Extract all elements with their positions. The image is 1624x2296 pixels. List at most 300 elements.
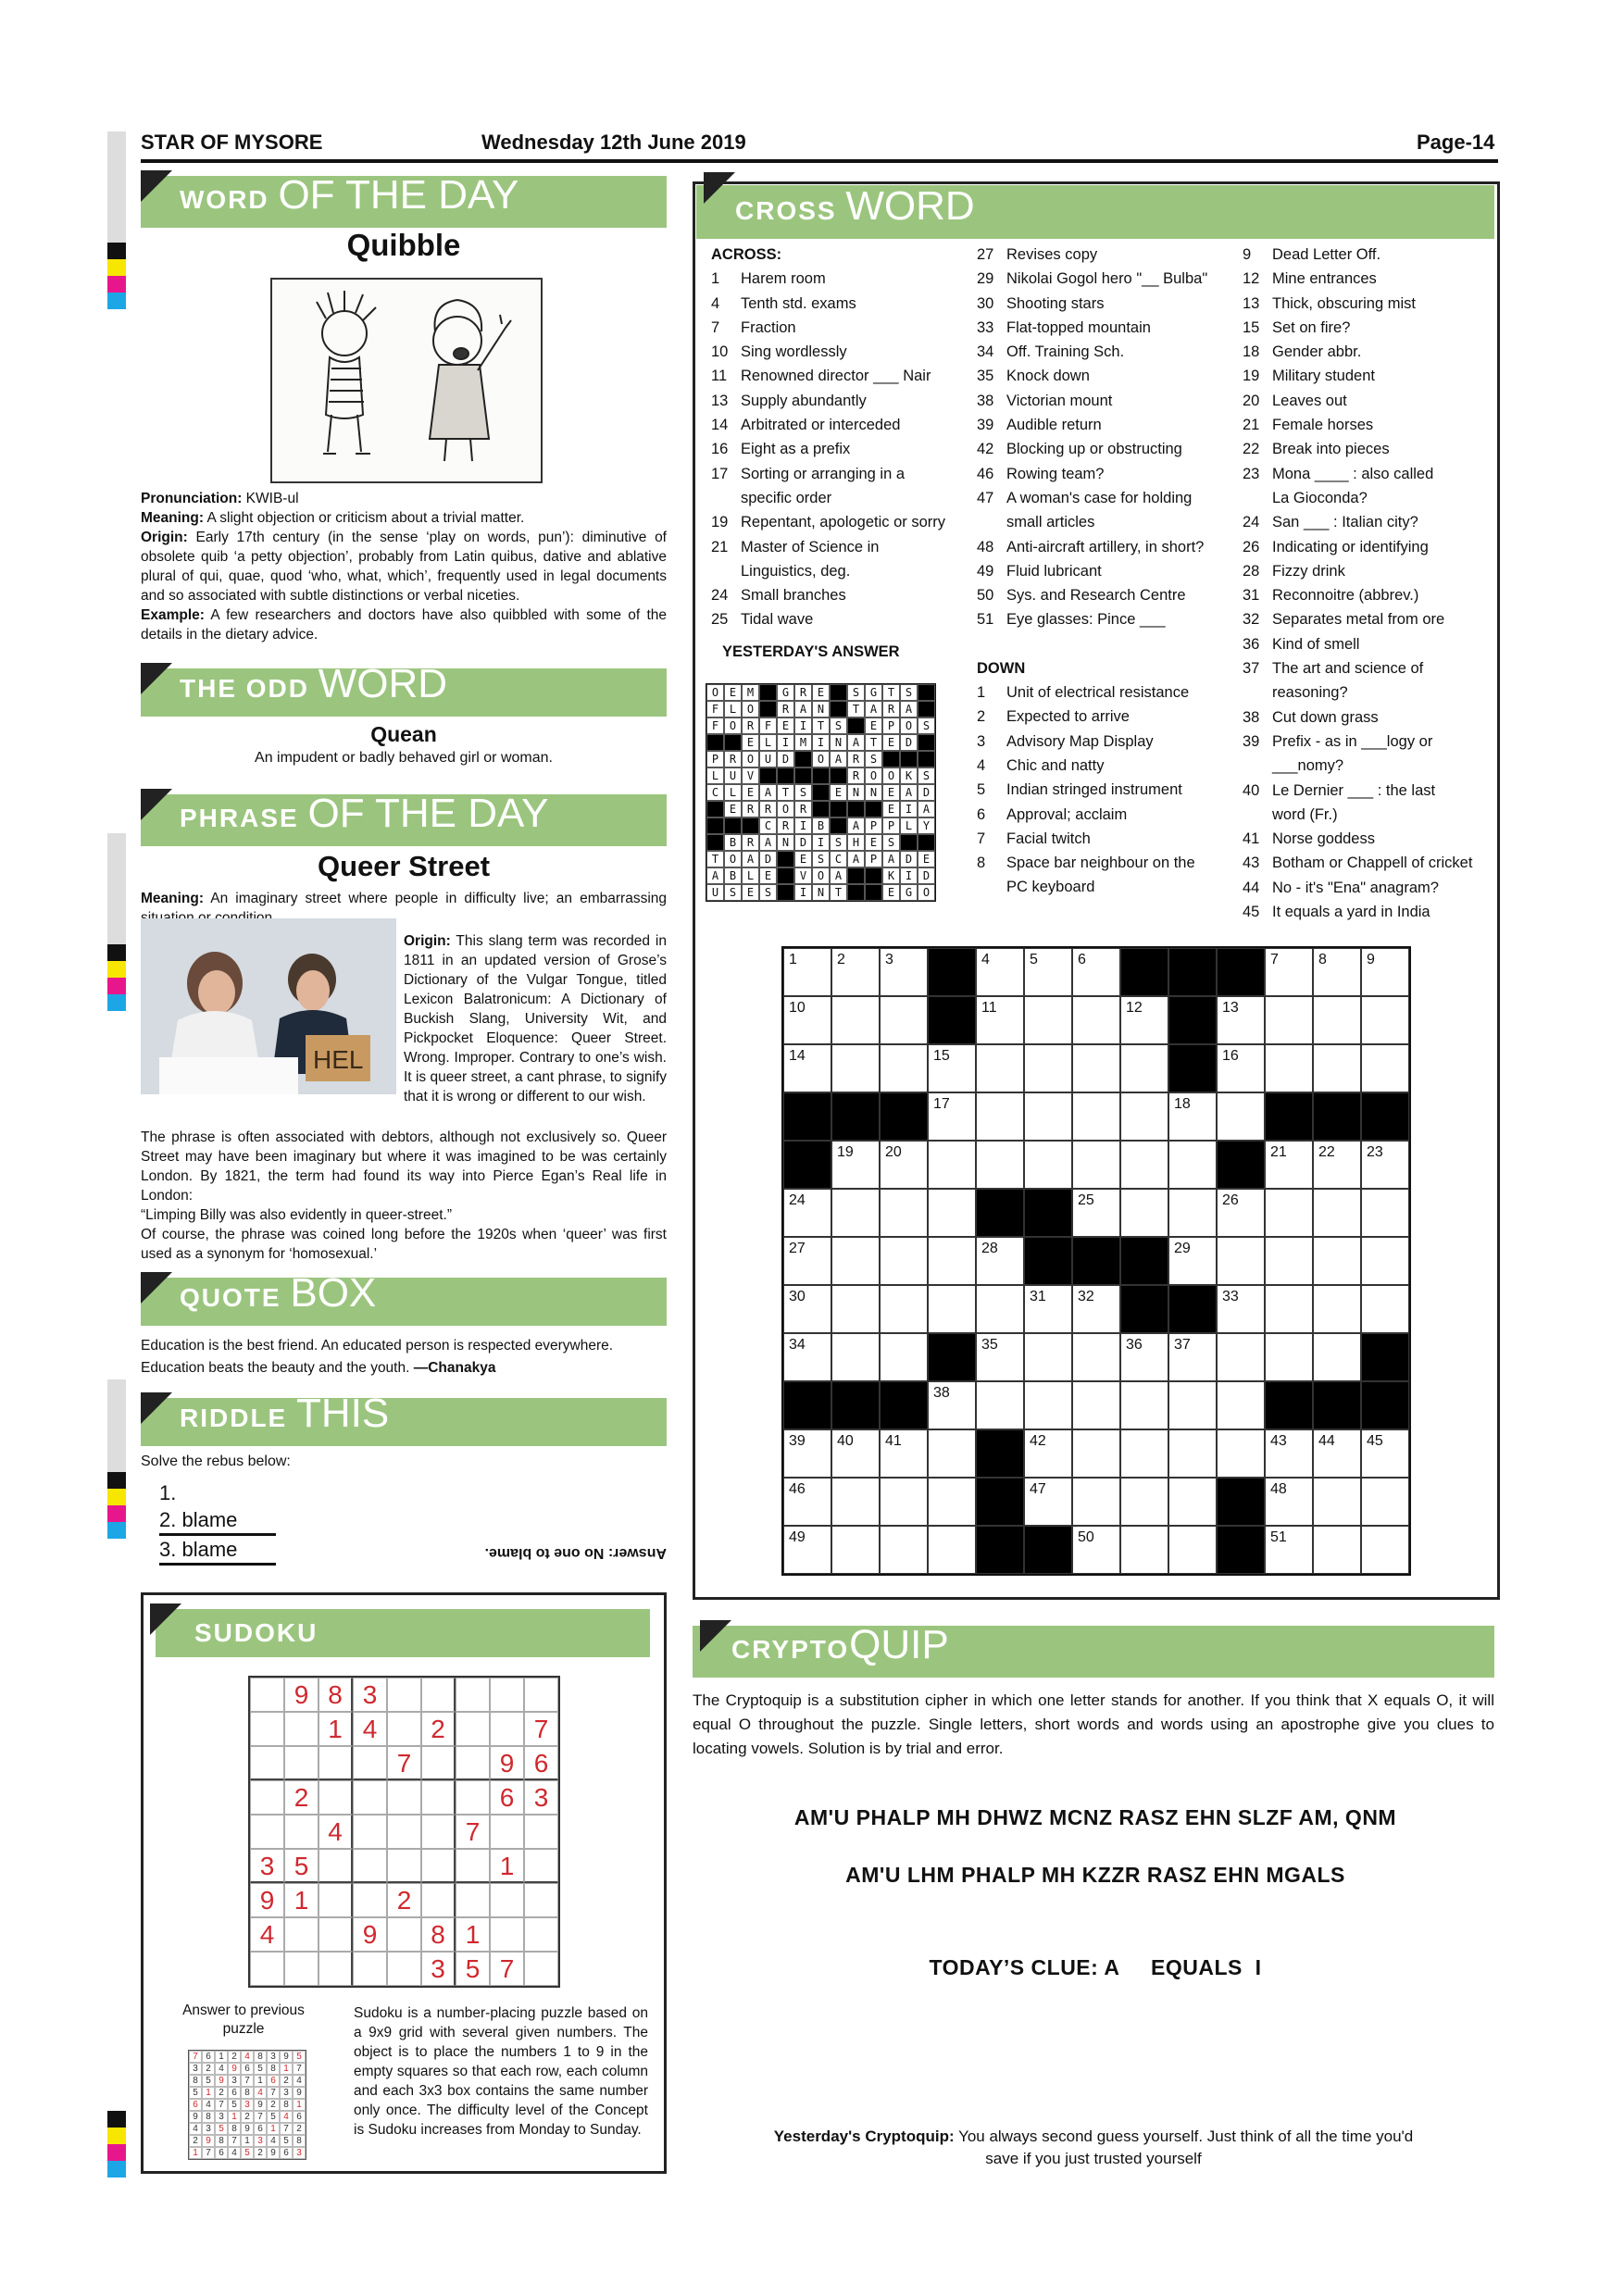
clue-text: Linguistics, deg. bbox=[741, 562, 851, 580]
crossword-cell[interactable] bbox=[928, 1092, 976, 1141]
crossword-clue bbox=[977, 243, 1222, 267]
crossword-cell[interactable] bbox=[1072, 1189, 1120, 1237]
clue-text: Renowned director ___ Nair bbox=[741, 368, 931, 385]
crossword-cell[interactable] bbox=[1265, 1333, 1313, 1381]
crossword-cell[interactable] bbox=[880, 1478, 928, 1526]
crossword-clue bbox=[977, 827, 1222, 851]
crossword-cell[interactable] bbox=[928, 1141, 976, 1189]
crossword-cell[interactable] bbox=[1120, 1189, 1168, 1237]
crossword-cell[interactable] bbox=[1120, 1333, 1168, 1381]
sudoku-cell[interactable] bbox=[490, 1712, 524, 1746]
crossword-cell[interactable] bbox=[1361, 1478, 1409, 1526]
crossword-cell[interactable] bbox=[1120, 1381, 1168, 1429]
crossword-cell[interactable] bbox=[880, 1141, 928, 1189]
mini-letter-cell: I bbox=[777, 734, 794, 751]
cell-number: 21 bbox=[1270, 1144, 1287, 1160]
crossword-cell[interactable] bbox=[976, 1044, 1024, 1092]
crossword-cell[interactable] bbox=[1265, 948, 1313, 996]
crossword-cell[interactable] bbox=[1168, 1429, 1217, 1478]
sudoku-cell[interactable] bbox=[524, 1883, 558, 1917]
crossword-cell[interactable] bbox=[783, 1189, 831, 1237]
crossword-cell[interactable] bbox=[1361, 1189, 1409, 1237]
cell-number: 45 bbox=[1367, 1433, 1383, 1449]
clue-text: Mona ____ : also called bbox=[1272, 465, 1434, 482]
crossword-cell[interactable] bbox=[1361, 948, 1409, 996]
sudoku-cell[interactable]: 1 bbox=[284, 1883, 319, 1917]
sudoku-cell[interactable]: 3 bbox=[250, 1849, 284, 1883]
crossword-cell[interactable] bbox=[880, 1044, 928, 1092]
crossword-cell[interactable] bbox=[976, 1333, 1024, 1381]
sudoku-cell[interactable] bbox=[456, 1780, 490, 1815]
crossword-cell[interactable] bbox=[976, 1092, 1024, 1141]
crossword-cell[interactable] bbox=[1120, 1141, 1168, 1189]
sudoku-cell[interactable] bbox=[421, 1678, 456, 1712]
sudoku-cell[interactable] bbox=[524, 1952, 558, 1986]
crossword-cell[interactable] bbox=[1265, 1189, 1313, 1237]
sudoku-cell[interactable] bbox=[387, 1815, 421, 1849]
cell-number: 22 bbox=[1318, 1144, 1335, 1160]
crossword-cell[interactable] bbox=[1217, 1092, 1265, 1141]
sudoku-cell[interactable] bbox=[284, 1746, 319, 1780]
sudoku-cell[interactable] bbox=[319, 1746, 353, 1780]
crossword-cell[interactable] bbox=[880, 1189, 928, 1237]
sudoku-cell[interactable] bbox=[421, 1780, 456, 1815]
crossword-cell[interactable] bbox=[831, 1429, 880, 1478]
sudoku-cell[interactable]: 8 bbox=[421, 1917, 456, 1952]
crossword-black-cell bbox=[783, 1141, 831, 1189]
crossword-clue bbox=[1243, 730, 1491, 754]
crossword-cell[interactable] bbox=[928, 1044, 976, 1092]
crossword-cell[interactable] bbox=[1265, 1237, 1313, 1285]
sudoku-cell[interactable] bbox=[284, 1917, 319, 1952]
crossword-cell[interactable] bbox=[880, 1429, 928, 1478]
crossword-cell[interactable] bbox=[928, 1189, 976, 1237]
crossword-cell[interactable] bbox=[1313, 1044, 1361, 1092]
sudoku-cell[interactable]: 1 bbox=[456, 1917, 490, 1952]
crossword-cell[interactable] bbox=[1072, 1092, 1120, 1141]
crossword-cell[interactable] bbox=[880, 1237, 928, 1285]
mini-letter-cell: U bbox=[724, 767, 742, 784]
rebus-line: 2. blame bbox=[159, 1508, 238, 1531]
cell-number: 19 bbox=[837, 1144, 854, 1160]
crossword-cell[interactable] bbox=[1217, 1237, 1265, 1285]
previous-sudoku-cell: 6 bbox=[215, 2147, 228, 2159]
crossword-cell[interactable] bbox=[1217, 1285, 1265, 1333]
crossword-cell[interactable] bbox=[928, 1381, 976, 1429]
crossword-cell[interactable] bbox=[1313, 1478, 1361, 1526]
clue-number: 13 bbox=[1243, 294, 1260, 312]
header-small: THE ODD bbox=[180, 674, 309, 703]
crossword-cell[interactable] bbox=[1072, 1285, 1120, 1333]
sudoku-cell[interactable]: 3 bbox=[524, 1780, 558, 1815]
crossword-cell[interactable] bbox=[831, 1478, 880, 1526]
crossword-cell[interactable] bbox=[1024, 996, 1072, 1044]
sudoku-cell[interactable]: 8 bbox=[319, 1678, 353, 1712]
sudoku-cell[interactable] bbox=[319, 1917, 353, 1952]
cell-number: 51 bbox=[1270, 1529, 1287, 1545]
crossword-cell[interactable] bbox=[1265, 996, 1313, 1044]
sudoku-cell[interactable]: 9 bbox=[284, 1678, 319, 1712]
clue-text: Military student bbox=[1272, 368, 1375, 385]
crossword-cell[interactable] bbox=[1120, 1478, 1168, 1526]
crossword-cell[interactable] bbox=[928, 1478, 976, 1526]
crossword-cell[interactable] bbox=[1168, 1092, 1217, 1141]
crossword-cell[interactable] bbox=[928, 1526, 976, 1574]
sudoku-cell[interactable] bbox=[524, 1849, 558, 1883]
previous-sudoku-cell: 3 bbox=[280, 2087, 293, 2099]
cell-number: 17 bbox=[933, 1096, 950, 1112]
sudoku-cell[interactable]: 2 bbox=[421, 1712, 456, 1746]
quote-header bbox=[141, 1270, 667, 1326]
header-small: RIDDLE bbox=[180, 1404, 288, 1432]
cell-number: 20 bbox=[885, 1144, 902, 1160]
sudoku-cell[interactable] bbox=[387, 1849, 421, 1883]
mini-black-cell bbox=[918, 701, 935, 718]
mini-black-cell bbox=[918, 751, 935, 767]
crossword-cell[interactable] bbox=[1217, 1429, 1265, 1478]
crossword-cell[interactable] bbox=[1024, 1044, 1072, 1092]
crossword-cell[interactable] bbox=[976, 1237, 1024, 1285]
crossword-cell[interactable] bbox=[880, 996, 928, 1044]
crossword-cell[interactable] bbox=[1120, 996, 1168, 1044]
riddle-prompt: Solve the rebus below: bbox=[141, 1454, 291, 1469]
crossword-cell[interactable] bbox=[1024, 1092, 1072, 1141]
crossword-cell[interactable] bbox=[1024, 1429, 1072, 1478]
crossword-cell[interactable] bbox=[1168, 1333, 1217, 1381]
crossword-cell[interactable] bbox=[831, 948, 880, 996]
mini-letter-cell: F bbox=[706, 718, 724, 734]
example-label: Example: bbox=[141, 607, 205, 623]
sudoku-cell[interactable] bbox=[524, 1917, 558, 1952]
previous-sudoku-cell: 8 bbox=[228, 2123, 241, 2135]
crossword-cell[interactable] bbox=[783, 1429, 831, 1478]
mini-letter-cell: O bbox=[777, 801, 794, 817]
cell-number: 13 bbox=[1222, 1000, 1239, 1016]
sudoku-cell[interactable]: 7 bbox=[524, 1712, 558, 1746]
crossword-cell[interactable] bbox=[831, 1333, 880, 1381]
header-big: WORD bbox=[318, 661, 448, 706]
crossword-cell[interactable] bbox=[880, 1333, 928, 1381]
sudoku-cell[interactable]: 4 bbox=[319, 1815, 353, 1849]
clue-text: Small branches bbox=[741, 587, 846, 605]
crossword-cell[interactable] bbox=[976, 996, 1024, 1044]
sudoku-cell[interactable]: 5 bbox=[284, 1849, 319, 1883]
crossword-cell[interactable] bbox=[1217, 996, 1265, 1044]
crossword-cell[interactable] bbox=[1072, 1429, 1120, 1478]
crossword-cell[interactable] bbox=[928, 1285, 976, 1333]
crossword-cell[interactable] bbox=[1361, 1237, 1409, 1285]
crossword-cell[interactable] bbox=[783, 1526, 831, 1574]
crossword-cell[interactable] bbox=[928, 1237, 976, 1285]
sudoku-cell[interactable] bbox=[421, 1815, 456, 1849]
crossword-cell[interactable] bbox=[831, 1237, 880, 1285]
crossword-clue bbox=[711, 607, 956, 631]
sudoku-cell[interactable]: 9 bbox=[250, 1883, 284, 1917]
mini-black-cell bbox=[794, 751, 812, 767]
mini-letter-cell: C bbox=[830, 851, 847, 867]
crossword-cell[interactable] bbox=[976, 948, 1024, 996]
crossword-cell[interactable] bbox=[1217, 1044, 1265, 1092]
sudoku-cell[interactable] bbox=[319, 1883, 353, 1917]
crossword-cell[interactable] bbox=[783, 1044, 831, 1092]
crossword-cell[interactable] bbox=[783, 1237, 831, 1285]
crossword-cell[interactable] bbox=[1265, 1478, 1313, 1526]
sudoku-cell[interactable] bbox=[456, 1849, 490, 1883]
crossword-cell[interactable] bbox=[1265, 1526, 1313, 1574]
mini-letter-cell: R bbox=[794, 684, 812, 701]
sudoku-cell[interactable]: 7 bbox=[490, 1952, 524, 1986]
previous-sudoku-cell: 7 bbox=[293, 2063, 306, 2075]
sudoku-cell[interactable]: 5 bbox=[456, 1952, 490, 1986]
crossword-cell[interactable] bbox=[1072, 948, 1120, 996]
sudoku-cell[interactable] bbox=[250, 1712, 284, 1746]
sudoku-cell[interactable]: 7 bbox=[456, 1815, 490, 1849]
crossword-clue bbox=[977, 754, 1222, 778]
sudoku-cell[interactable] bbox=[353, 1780, 387, 1815]
sudoku-cell[interactable]: 4 bbox=[250, 1917, 284, 1952]
crossword-cell[interactable] bbox=[1024, 1333, 1072, 1381]
crossword-cell[interactable] bbox=[880, 1526, 928, 1574]
across-heading: ACROSS: bbox=[711, 246, 782, 263]
previous-sudoku-cell: 1 bbox=[241, 2135, 254, 2147]
cryptoquip-line-2: AM'U LHM PHALP MH KZZR RASZ EHN MGALS bbox=[845, 1863, 1345, 1887]
crossword-cell[interactable] bbox=[1313, 996, 1361, 1044]
crossword-cell[interactable] bbox=[1361, 1044, 1409, 1092]
clue-number: 24 bbox=[711, 587, 729, 605]
crossword-clue bbox=[977, 486, 1222, 510]
cartoon-image bbox=[270, 278, 543, 483]
crossword-black-cell bbox=[1217, 1141, 1265, 1189]
sudoku-cell[interactable]: 2 bbox=[284, 1780, 319, 1815]
mini-letter-cell: E bbox=[918, 851, 935, 867]
crossword-cell[interactable] bbox=[1265, 1141, 1313, 1189]
sudoku-cell[interactable] bbox=[250, 1746, 284, 1780]
sudoku-cell[interactable]: 2 bbox=[387, 1883, 421, 1917]
crossword-cell[interactable] bbox=[976, 1381, 1024, 1429]
sudoku-cell[interactable] bbox=[524, 1815, 558, 1849]
crossword-cell[interactable] bbox=[1072, 1478, 1120, 1526]
crossword-cell[interactable] bbox=[1313, 1285, 1361, 1333]
crossword-black-cell bbox=[1120, 948, 1168, 996]
crossword-cell[interactable] bbox=[1024, 1478, 1072, 1526]
sudoku-cell[interactable] bbox=[319, 1849, 353, 1883]
sudoku-cell[interactable] bbox=[387, 1952, 421, 1986]
clue-number: 30 bbox=[977, 294, 994, 312]
sudoku-cell[interactable] bbox=[524, 1678, 558, 1712]
crossword-cell[interactable] bbox=[880, 948, 928, 996]
crossword-cell[interactable] bbox=[1168, 1526, 1217, 1574]
crossword-cell[interactable] bbox=[1120, 1429, 1168, 1478]
crossword-cell[interactable] bbox=[783, 1285, 831, 1333]
crossword-cell[interactable] bbox=[1265, 1429, 1313, 1478]
crossword-cell[interactable] bbox=[1361, 1526, 1409, 1574]
clue-text: Advisory Map Display bbox=[1006, 732, 1154, 750]
sudoku-cell[interactable] bbox=[284, 1712, 319, 1746]
sudoku-cell[interactable] bbox=[250, 1815, 284, 1849]
sudoku-cell[interactable]: 6 bbox=[490, 1780, 524, 1815]
sudoku-cell[interactable] bbox=[490, 1815, 524, 1849]
sudoku-cell[interactable] bbox=[456, 1746, 490, 1780]
crossword-cell[interactable] bbox=[1361, 996, 1409, 1044]
crossword-cell[interactable] bbox=[831, 1285, 880, 1333]
sudoku-cell[interactable] bbox=[387, 1780, 421, 1815]
crossword-cell[interactable] bbox=[1168, 1237, 1217, 1285]
clue-text: Reconnoitre (abbrev.) bbox=[1272, 587, 1419, 605]
sudoku-cell[interactable]: 1 bbox=[490, 1849, 524, 1883]
crossword-cell[interactable] bbox=[1168, 1189, 1217, 1237]
crossword-cell[interactable] bbox=[783, 1333, 831, 1381]
margin-bar bbox=[107, 833, 126, 944]
crossword-cell[interactable] bbox=[1072, 1333, 1120, 1381]
sudoku-cell[interactable] bbox=[421, 1883, 456, 1917]
crossword-cell[interactable] bbox=[1120, 1044, 1168, 1092]
sudoku-cell[interactable]: 1 bbox=[319, 1712, 353, 1746]
mini-letter-cell: S bbox=[900, 684, 918, 701]
mini-black-cell bbox=[777, 867, 794, 884]
crossword-cell[interactable] bbox=[1313, 1189, 1361, 1237]
crossword-cell[interactable] bbox=[831, 1044, 880, 1092]
crossword-cell[interactable] bbox=[1361, 1141, 1409, 1189]
sudoku-cell[interactable] bbox=[490, 1883, 524, 1917]
crossword-clue bbox=[711, 389, 956, 413]
crossword-cell[interactable] bbox=[976, 1141, 1024, 1189]
mini-letter-cell: T bbox=[706, 851, 724, 867]
mini-letter-cell: O bbox=[742, 751, 759, 767]
crossword-cell[interactable] bbox=[928, 1429, 976, 1478]
mini-letter-cell: T bbox=[847, 701, 865, 718]
crossword-cell[interactable] bbox=[1120, 1526, 1168, 1574]
crossword-clue bbox=[977, 437, 1222, 461]
crossword-cell[interactable] bbox=[1217, 1333, 1265, 1381]
clue-text: Sys. and Research Centre bbox=[1006, 587, 1186, 605]
crossword-cell[interactable] bbox=[1265, 1285, 1313, 1333]
sudoku-cell[interactable] bbox=[387, 1678, 421, 1712]
crossword-cell[interactable] bbox=[1313, 1333, 1361, 1381]
sudoku-cell[interactable] bbox=[421, 1746, 456, 1780]
sudoku-cell[interactable]: 3 bbox=[353, 1678, 387, 1712]
sudoku-cell[interactable] bbox=[490, 1678, 524, 1712]
sudoku-cell[interactable] bbox=[319, 1952, 353, 1986]
clue-number: 6 bbox=[977, 805, 986, 823]
crossword-clue bbox=[711, 559, 956, 583]
mini-letter-cell: E bbox=[830, 784, 847, 801]
mini-letter-cell: E bbox=[882, 784, 900, 801]
header-small: QUOTE bbox=[180, 1283, 281, 1312]
sudoku-cell[interactable] bbox=[490, 1917, 524, 1952]
crossword-cell[interactable] bbox=[1265, 1044, 1313, 1092]
crossword-cell[interactable] bbox=[1313, 1237, 1361, 1285]
sudoku-cell[interactable] bbox=[387, 1917, 421, 1952]
sudoku-cell[interactable]: 7 bbox=[387, 1746, 421, 1780]
phrase-origin bbox=[404, 931, 667, 1106]
clue-text: Set on fire? bbox=[1272, 318, 1351, 336]
sudoku-cell[interactable] bbox=[456, 1883, 490, 1917]
crossword-cell[interactable] bbox=[831, 1141, 880, 1189]
crossword-cell[interactable] bbox=[1313, 948, 1361, 996]
crossword-cell[interactable] bbox=[831, 1189, 880, 1237]
crossword-cell[interactable] bbox=[1024, 1285, 1072, 1333]
sudoku-cell[interactable] bbox=[421, 1849, 456, 1883]
crossword-cell[interactable] bbox=[783, 948, 831, 996]
sudoku-cell[interactable] bbox=[284, 1952, 319, 1986]
crossword-cell[interactable] bbox=[976, 1285, 1024, 1333]
crossword-clue bbox=[711, 510, 956, 534]
crossword-cell[interactable] bbox=[1313, 1526, 1361, 1574]
sudoku-cell[interactable] bbox=[353, 1883, 387, 1917]
sudoku-cell[interactable]: 6 bbox=[524, 1746, 558, 1780]
sudoku-cell[interactable] bbox=[250, 1952, 284, 1986]
cell-number: 12 bbox=[1126, 1000, 1143, 1016]
sudoku-cell[interactable] bbox=[456, 1678, 490, 1712]
sudoku-cell[interactable] bbox=[353, 1815, 387, 1849]
clue-number: 8 bbox=[977, 855, 986, 872]
crossword-cell[interactable] bbox=[1217, 1381, 1265, 1429]
clue-number: 17 bbox=[711, 465, 729, 482]
crossword-cell[interactable] bbox=[831, 1526, 880, 1574]
crossword-cell[interactable] bbox=[1168, 1381, 1217, 1429]
crossword-cell[interactable] bbox=[1072, 1381, 1120, 1429]
mini-letter-cell: A bbox=[900, 784, 918, 801]
crossword-black-cell bbox=[1120, 1237, 1168, 1285]
crossword-cell[interactable] bbox=[1120, 1092, 1168, 1141]
sudoku-cell[interactable]: 3 bbox=[421, 1952, 456, 1986]
crossword-cell[interactable] bbox=[880, 1285, 928, 1333]
crossword-clue bbox=[1243, 559, 1491, 583]
sudoku-cell[interactable] bbox=[353, 1952, 387, 1986]
sudoku-cell[interactable]: 9 bbox=[490, 1746, 524, 1780]
crossword-clue bbox=[977, 267, 1222, 291]
previous-sudoku-cell: 6 bbox=[280, 2147, 293, 2159]
header-small: WORD bbox=[180, 185, 269, 214]
sudoku-cell[interactable]: 4 bbox=[353, 1712, 387, 1746]
crossword-cell[interactable] bbox=[1072, 1526, 1120, 1574]
crossword-cell[interactable] bbox=[1072, 1044, 1120, 1092]
mini-letter-cell: O bbox=[812, 867, 830, 884]
sudoku-cell[interactable] bbox=[319, 1780, 353, 1815]
crossword-cell[interactable] bbox=[783, 996, 831, 1044]
crossword-cell[interactable] bbox=[1168, 1141, 1217, 1189]
sudoku-cell[interactable] bbox=[250, 1780, 284, 1815]
sudoku-cell[interactable] bbox=[250, 1678, 284, 1712]
crossword-cell[interactable] bbox=[831, 996, 880, 1044]
crossword-cell[interactable] bbox=[1361, 1429, 1409, 1478]
crossword-cell[interactable] bbox=[1361, 1285, 1409, 1333]
crossword-cell[interactable] bbox=[1313, 1429, 1361, 1478]
sudoku-cell[interactable]: 9 bbox=[353, 1917, 387, 1952]
crossword-clue bbox=[977, 364, 1222, 388]
header-corner bbox=[141, 789, 172, 820]
sudoku-cell[interactable] bbox=[456, 1712, 490, 1746]
crossword-cell[interactable] bbox=[1024, 1381, 1072, 1429]
sudoku-cell[interactable] bbox=[284, 1815, 319, 1849]
header-big: THIS bbox=[296, 1391, 390, 1436]
crossword-cell[interactable] bbox=[1217, 1189, 1265, 1237]
cell-number: 36 bbox=[1126, 1337, 1143, 1353]
sudoku-cell[interactable] bbox=[353, 1849, 387, 1883]
header-small: PHRASE bbox=[180, 804, 299, 832]
crossword-cell[interactable] bbox=[1072, 996, 1120, 1044]
crossword-cell[interactable] bbox=[1313, 1141, 1361, 1189]
crossword-cell[interactable] bbox=[1072, 1141, 1120, 1189]
sudoku-cell[interactable] bbox=[353, 1746, 387, 1780]
crossword-cell[interactable] bbox=[1024, 1141, 1072, 1189]
previous-sudoku-cell: 9 bbox=[189, 2111, 202, 2123]
crossword-cell[interactable] bbox=[1168, 1478, 1217, 1526]
crossword-cell[interactable] bbox=[1024, 948, 1072, 996]
sudoku-cell[interactable] bbox=[387, 1712, 421, 1746]
crossword-cell[interactable] bbox=[783, 1478, 831, 1526]
mini-letter-cell: A bbox=[830, 751, 847, 767]
